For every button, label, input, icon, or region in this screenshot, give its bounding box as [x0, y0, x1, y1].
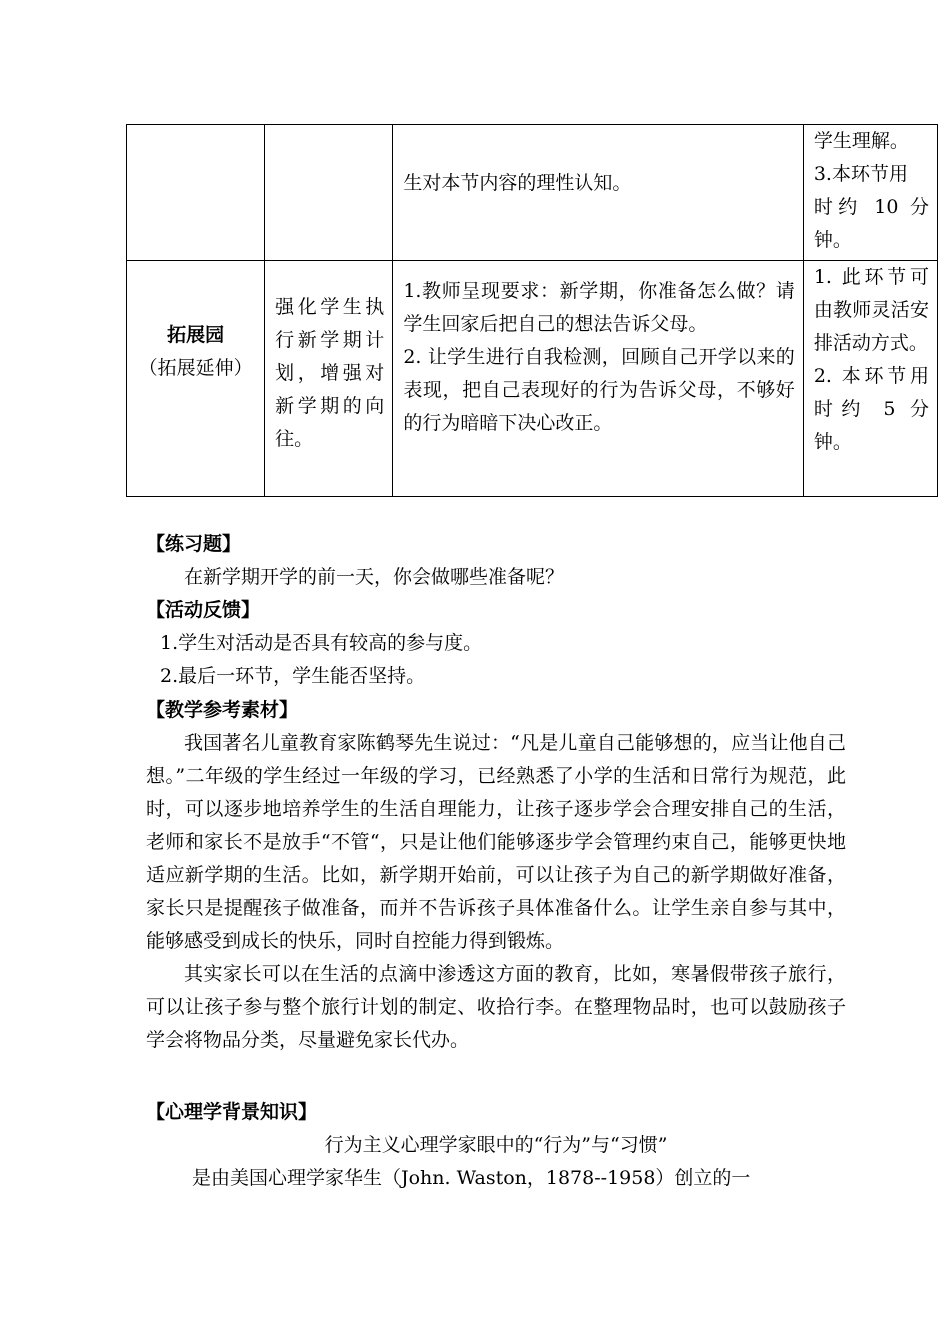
- section-title: 拓展园: [167, 324, 225, 346]
- goal-text: 强化学生执行新学期计划，增强对新学期的向往。: [275, 296, 385, 450]
- table-cell-empty: [265, 125, 393, 261]
- psychology-text: 是由美国心理学家华生（John. Waston，1878--1958）创立的一: [192, 1167, 751, 1189]
- notes-line: 学生理解。: [813, 130, 909, 152]
- psychology-subtitle: 行为主义心理学家眼中的“行为”与“习惯”: [324, 1134, 668, 1156]
- table-cell-empty: [127, 125, 265, 261]
- reference-heading: 【教学参考素材】: [146, 699, 299, 721]
- reference-paragraph-2: 其实家长可以在生活的点滴中渗透这方面的教育，比如，寒暑假带孩子旅行，可以让孩子参与整个旅行计划的制定、收拾行李。在整理物品时，也可以鼓励孩子学会将物品分类，尽量避免家长代办。: [146, 963, 846, 1051]
- activity-step-2: 2. 让学生进行自我检测，回顾自己开学以来的表现，把自己表现好的行为告诉父母，不够好的行为暗暗下决心改正。: [403, 346, 795, 434]
- feedback-item: 2.最后一环节，学生能否坚持。: [160, 665, 426, 687]
- activity-step-1: 1.教师呈现要求：新学期，你准备怎么做？请学生回家后把自己的想法告诉父母。: [403, 280, 795, 335]
- table-cell-goal: [265, 261, 393, 497]
- table-row: [127, 125, 938, 261]
- notes-item-2: 2. 本环节用时约 5 分钟。: [813, 365, 929, 453]
- activity-text: 生对本节内容的理性认知。: [403, 172, 632, 194]
- feedback-item: 1.学生对活动是否具有较高的参与度。: [160, 632, 483, 654]
- reference-paragraph-1: 我国著名儿童教育家陈鹤琴先生说过：“凡是儿童自己能够想的，应当让他自己想。”二年级的学生经过一年级的学习，已经熟悉了小学的生活和日常行为规范，此时，可以逐步地培养学生的生活自理能力，让孩子逐步学会合理安排自己的生活，老师和家长不是放手“不管“，只是让他们能够逐步学会管理约束自己，能够更快地适应新学期的生活。比如，新学期开始前，可以让孩子为自己的新学期做好准备，家长只是提醒孩子做准备，而并不告诉孩子具体准备什么。让学生亲自参与其中，能够感受到成长的快乐，同时自控能力得到锻炼。: [146, 732, 846, 952]
- table-row: [127, 261, 938, 497]
- section-subtitle: （拓展延伸）: [138, 357, 253, 379]
- psychology-heading: 【心理学背景知识】: [146, 1101, 318, 1123]
- notes-text: [804, 125, 937, 257]
- notes-line: 3.本环节用: [813, 163, 908, 185]
- exercise-section: [146, 528, 846, 594]
- psychology-section: [146, 1096, 846, 1195]
- notes-line: 时约 10 分: [813, 196, 929, 218]
- feedback-heading: 【活动反馈】: [146, 599, 261, 621]
- table-cell-activity: [393, 261, 804, 497]
- table-cell-notes: [803, 261, 937, 497]
- table-cell-notes: [803, 125, 937, 261]
- table-cell-activity: [393, 125, 804, 261]
- feedback-section: [146, 594, 846, 693]
- exercise-text: 在新学期开学的前一天，你会做哪些准备呢？: [184, 566, 565, 588]
- reference-section: [146, 694, 846, 1057]
- notes-line: 钟。: [813, 229, 852, 251]
- exercise-heading: 【练习题】: [146, 533, 242, 555]
- lesson-table: [126, 124, 938, 497]
- notes-item-1: 1. 此环节可由教师灵活安排活动方式。: [813, 266, 929, 354]
- table-cell-section: [127, 261, 265, 497]
